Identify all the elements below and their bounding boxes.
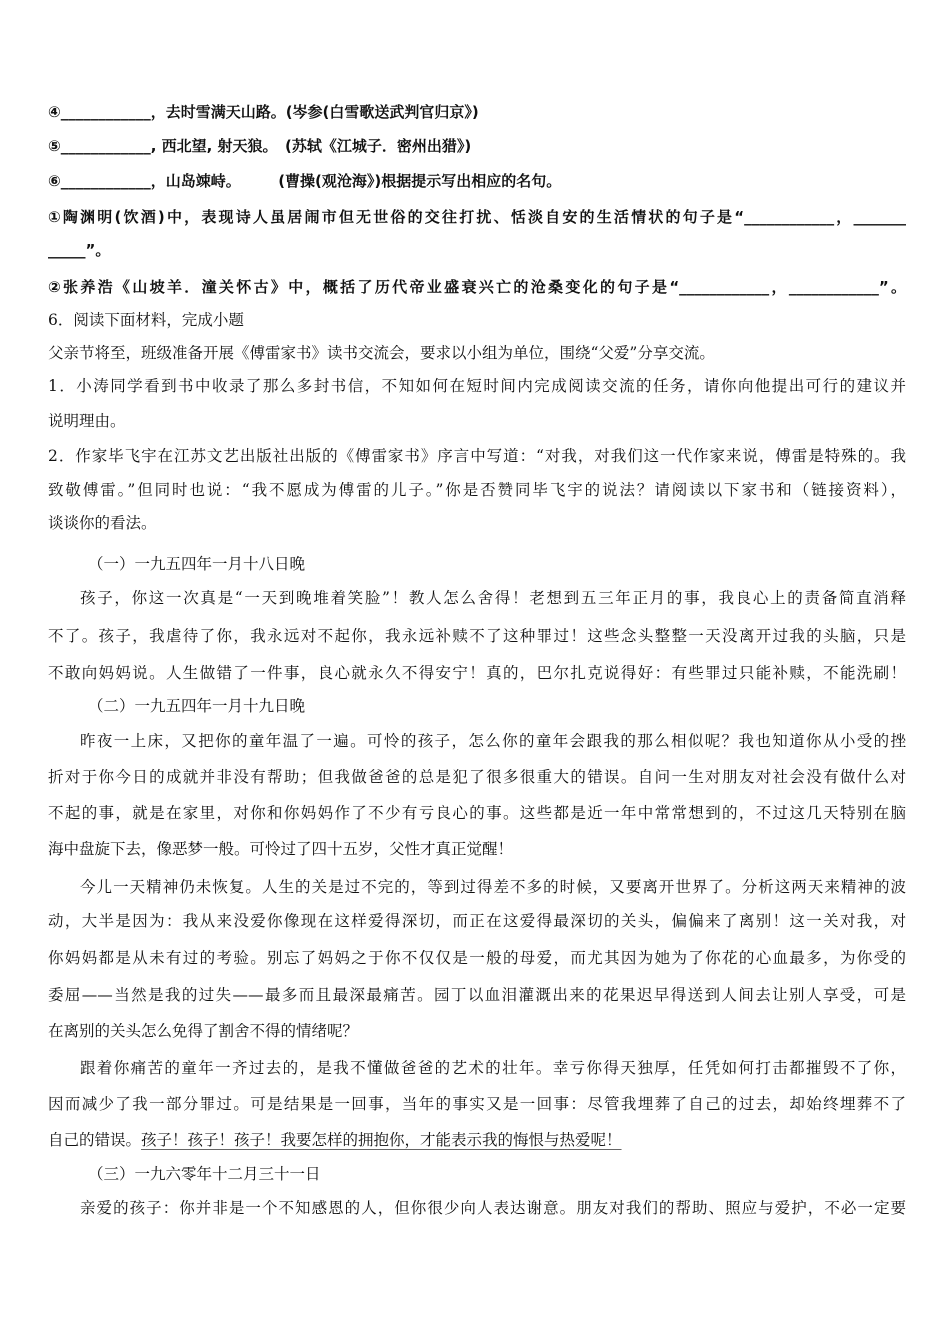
- letter-1-line: 不敢向妈妈说。人生做错了一件事，良心就永久不得安宁！真的，巴尔扎克说得好：有些罪过只能补赎，不能洗刷！: [48, 664, 906, 682]
- letter-2-line: 你妈妈都是从未有过的考验。别忘了妈妈之于你不仅仅是一般的母爱，而尤其因为她为了你花的心血最多，为你受的: [48, 949, 906, 967]
- letter-2-plain-text: 自己的错误。: [48, 1131, 142, 1149]
- prompt-1-line-1: ①陶渊明(饮酒)中，表现诗人虽居闹市但无世俗的交往打扰、恬淡自安的生活情状的句子是“____________，_______: [48, 208, 906, 226]
- letter-2-line: 在离别的关头怎么免得了割舍不得的情绪呢？: [48, 1022, 359, 1040]
- letter-3-heading: （三）一九六零年十二月三十一日: [88, 1165, 321, 1183]
- letter-2-line: 昨夜一上床，又把你的童年温了一遍。可怜的孩子，怎么你的童年会跟我的那么相似呢？我也知道你从小受的挫: [80, 732, 906, 750]
- subquestion-2-line-2: 致敬傅雷。”但同时也说：“我不愿成为傅雷的儿子。”你是否赞同毕飞宇的说法？请阅读以下家书和（链接资料），: [48, 481, 906, 499]
- subquestion-1-line-1: 1．小涛同学看到书中收录了那么多封书信，不知如何在短时间内完成阅读交流的任务，请你向他提出可行的建议并: [48, 377, 906, 395]
- letter-2-line: 折对于你今日的成就并非没有帮助；但我做爸爸的总是犯了很多很重大的错误。自问一生对朋友对社会没有做什么对: [48, 768, 906, 786]
- letter-3-line: 亲爱的孩子：你并非是一个不知感恩的人，但你很少向人表达谢意。朋友对我们的帮助、照应与爱护，不必一定要: [80, 1199, 906, 1217]
- letter-2-line: 跟着你痛苦的童年一齐过去的，是我不懂做爸爸的艺术的壮年。幸亏你得天独厚，任凭如何打击都摧毁不了你，: [80, 1059, 906, 1077]
- subquestion-2-line-1: 2．作家毕飞宇在江苏文艺出版社出版的《傅雷家书》序言中写道：“对我，对我们这一代作家来说，傅雷是特殊的。我: [48, 447, 906, 465]
- letter-2-line: 因而减少了我一部分罪过。可是结果是一回事，当年的事实又是一回事：尽管我埋葬了自己的过去，却始终埋葬不了: [48, 1095, 906, 1113]
- prompt-1-line-2: _____”。: [48, 241, 111, 259]
- letter-2-heading: （二）一九五四年一月十九日晚: [88, 697, 306, 715]
- fill-in-q5: ⑤____________, 西北望, 射天狼。 (苏轼《江城子．密州出猎》): [48, 137, 472, 155]
- letter-2-last-line: [48, 1130, 906, 1150]
- fill-in-q6: ⑥____________，山岛竦峙。 (曹操(观沧海》)根据提示写出相应的名句。: [48, 172, 562, 190]
- letter-1-line: 不了。孩子，我虐待了你，我永远对不起你，我永远补赎不了这种罪过！这些念头整整一天没离开过我的头脑，只是: [48, 627, 906, 645]
- prompt-2: ②张养浩《山坡羊．潼关怀古》中，概括了历代帝业盛衰兴亡的沧桑变化的句子是“____________，____________”。: [48, 278, 906, 296]
- letter-1-heading: （一）一九五四年一月十八日晚: [88, 555, 306, 573]
- letter-2-line: 委屈——当然是我的过失——最多而且最深最痛苦。园丁以血泪灌溉出来的花果迟早得送到人间去让别人享受，可是: [48, 986, 906, 1004]
- letter-2-line: 海中盘旋下去，像恶梦一般。可怜过了四十五岁，父性才真正觉醒！: [48, 840, 514, 858]
- subquestion-1-line-2: 说明理由。: [48, 412, 126, 430]
- question-6-title: 6．阅读下面材料，完成小题: [48, 311, 244, 329]
- letter-2-line: 动，大半是因为：我从来没爱你像现在这样爱得深切，而正在这爱得最深切的关头，偏偏来了离别！这一关对我，对: [48, 912, 906, 930]
- letter-2-line: 今儿一天精神仍未恢复。人生的关是过不完的，等到过得差不多的时候，又要离开世界了。分析这两天来精神的波: [80, 878, 906, 896]
- letter-2-line: 不起的事，就是在家里，对你和你妈妈作了不少有亏良心的事。这些都是近一年中常常想到的，不过这几天特别在脑: [48, 804, 906, 822]
- question-6-intro: 父亲节将至，班级准备开展《傅雷家书》读书交流会，要求以小组为单位，围绕“父爱”分享交流。: [48, 344, 715, 362]
- subquestion-2-line-3: 谈谈你的看法。: [48, 514, 157, 532]
- fill-in-q4: ④____________，去时雪满天山路。(岑参(白雪歌送武判官归京》): [48, 103, 479, 121]
- underlined-sentence: 孩子！孩子！孩子！我要怎样的拥抱你，才能表示我的悔恨与热爱呢！: [141, 1131, 622, 1149]
- letter-1-line: 孩子，你这一次真是“一天到晚堆着笑脸”！教人怎么舍得！老想到五三年正月的事，我良心上的责备简直消释: [80, 589, 906, 607]
